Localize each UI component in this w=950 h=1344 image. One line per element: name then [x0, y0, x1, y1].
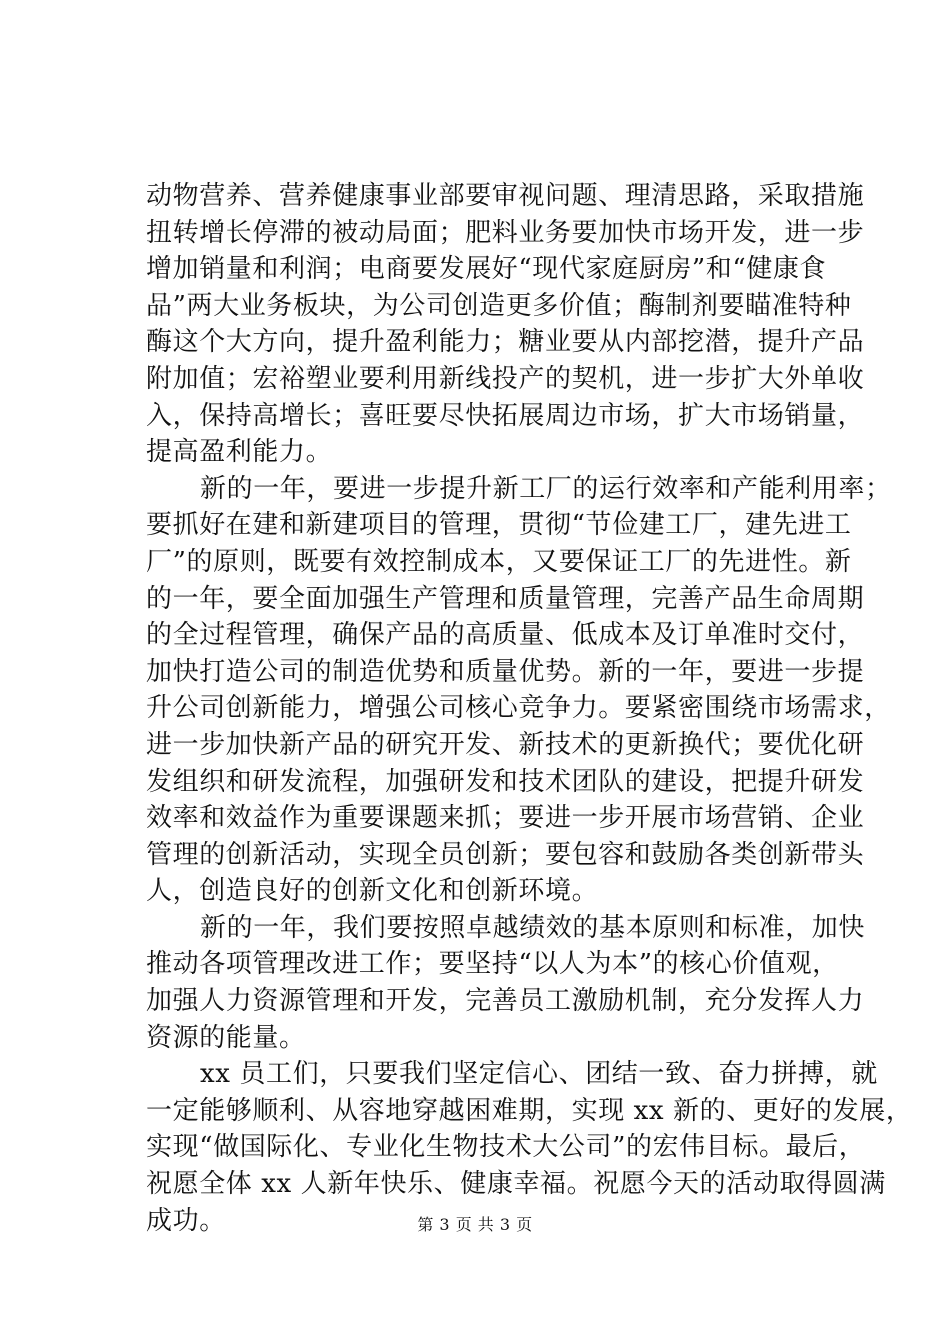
text-line: 进一步加快新产品的研究开发、新技术的更新换代；要优化研 [146, 729, 865, 760]
text-line: 的一年，要全面加强生产管理和质量管理，完善产品生命周期 [146, 583, 865, 614]
text-line: 成功。 [146, 1205, 226, 1236]
text-line: 发组织和研发流程，加强研发和技术团队的建设，把提升研发 [146, 766, 865, 797]
text-line: 酶这个大方向，提升盈利能力；糖业要从内部挖潜，提升产品 [146, 327, 865, 358]
text-line: 提高盈利能力。 [146, 437, 333, 468]
text-line: 一定能够顺利、从容地穿越困难期，实现 xx 新的、更好的发展， [146, 1095, 913, 1126]
page-footer: 第 3 页 共 3 页 [417, 1215, 533, 1234]
text-line: 动物营养、营养健康事业部要审视问题、理清思路，采取措施 [146, 181, 865, 211]
text-line: 管理的创新活动，实现全员创新；要包容和鼓励各类创新带头 [146, 839, 865, 870]
text-line: 加快打造公司的制造优势和质量优势。新的一年，要进一步提 [146, 656, 865, 687]
text-line: 入，保持高增长；喜旺要尽快拓展周边市场，扩大市场销量， [146, 400, 865, 431]
text-line: 人，创造良好的创新文化和创新环境。 [146, 876, 599, 907]
document-body [146, 178, 913, 1239]
text-line: 效率和效益作为重要课题来抓；要进一步开展市场营销、企业 [146, 803, 865, 834]
text-line: 升公司创新能力，增强公司核心竞争力。要紧密围绕市场需求， [146, 693, 891, 724]
text-line: 加强人力资源管理和开发，完善员工激励机制，充分发挥人力 [146, 986, 865, 1017]
text-line: 附加值；宏裕塑业要利用新线投产的契机，进一步扩大外单收 [146, 363, 865, 394]
text-line: 祝愿全体 xx 人新年快乐、健康幸福。祝愿今天的活动取得圆满 [146, 1169, 886, 1200]
text-line: 的全过程管理，确保产品的高质量、低成本及订单准时交付， [146, 620, 865, 651]
text-line: xx 员工们，只要我们坚定信心、团结一致、奋力拼搏，就 [200, 1059, 878, 1090]
text-line: 厂”的原则，既要有效控制成本，又要保证工厂的先进性。新 [146, 546, 852, 577]
text-line: 品”两大业务板块，为公司创造更多价值；酶制剂要瞄准特种 [146, 290, 852, 321]
text-line: 增加销量和利润；电商要发展好“现代家庭厨房”和“健康食 [146, 254, 827, 285]
text-line: 要抓好在建和新建项目的管理，贯彻“节俭建工厂，建先进工 [146, 510, 852, 541]
text-line: 新的一年，要进一步提升新工厂的运行效率和产能利用率； [200, 473, 892, 504]
text-line: 推动各项管理改进工作；要坚持“以人为本”的核心价值观， [146, 949, 839, 980]
text-line: 实现“做国际化、专业化生物技术大公司”的宏伟目标。最后， [146, 1132, 866, 1163]
text-line: 扭转增长停滞的被动局面；肥料业务要加快市场开发，进一步 [146, 217, 865, 248]
text-line: 新的一年，我们要按照卓越绩效的基本原则和标准，加快 [200, 912, 866, 943]
text-line: 资源的能量。 [146, 1022, 306, 1053]
